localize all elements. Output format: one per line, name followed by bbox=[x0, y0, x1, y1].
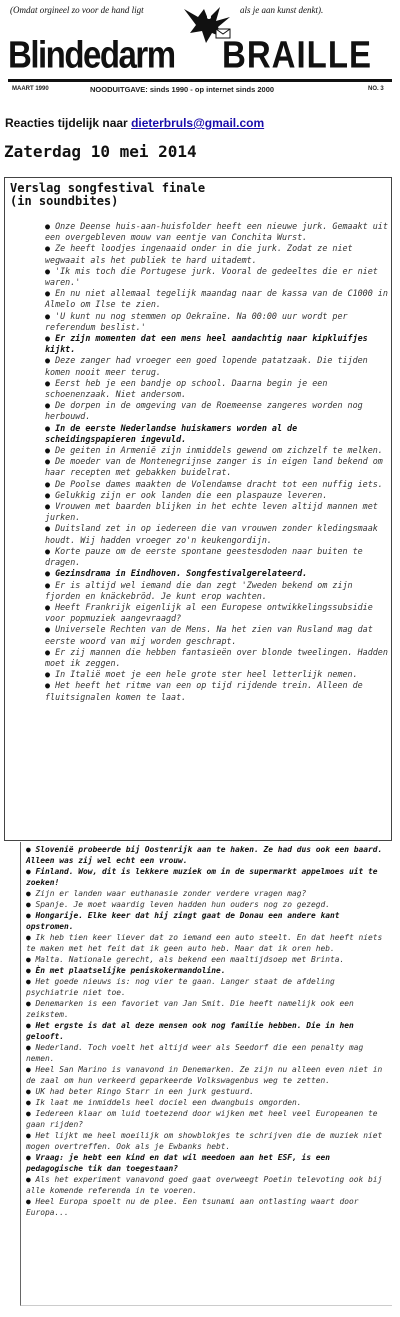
list-item-text: Slovenië probeerde bij Oostenrijk aan te haken. Ze had dus ook een baard. Alleen was zij wel echt een vrouw. bbox=[26, 845, 383, 865]
bullet-icon: ● bbox=[45, 489, 51, 500]
list-item-text: Iedereen klaar om luid toetezend door wijken met heel veel Europeanen te gaan rijden? bbox=[26, 1109, 378, 1129]
list-item bbox=[45, 288, 390, 310]
list-item-text: Èn met plaatselijke peniskokermandoline. bbox=[30, 966, 226, 975]
list-item bbox=[45, 311, 390, 333]
bullet-icon: ● bbox=[26, 889, 31, 898]
article-box bbox=[4, 177, 392, 841]
masthead-title-right: BRAILLE bbox=[222, 33, 372, 76]
list-item bbox=[45, 479, 390, 490]
list-item-text: Ze heeft loodjes ingenaaid onder in die jurk. Zodat ze niet wegwaait als het publiek te hard uitademt. bbox=[45, 243, 353, 265]
list-item bbox=[26, 965, 384, 976]
page-title: Zaterdag 10 mei 2014 bbox=[4, 142, 197, 161]
list-item bbox=[45, 523, 390, 545]
article-title bbox=[10, 182, 205, 208]
list-item bbox=[26, 910, 384, 932]
bullet-icon: ● bbox=[26, 1131, 31, 1140]
list-item bbox=[45, 243, 390, 265]
list-item bbox=[45, 669, 390, 680]
list-item bbox=[26, 1130, 384, 1152]
bullet-icon: ● bbox=[45, 377, 51, 388]
list-item bbox=[26, 1196, 384, 1218]
article-title-line: Verslag songfestival finale bbox=[10, 181, 206, 195]
list-item bbox=[45, 490, 390, 501]
bullet-icon: ● bbox=[26, 999, 31, 1008]
bullet-icon: ● bbox=[26, 1087, 31, 1096]
email-link[interactable]: dieterbruls@gmail.com bbox=[131, 116, 265, 130]
list-item-text: Malta. Nationale gerecht, als bekend een maaltijdsoep met Brinta. bbox=[30, 955, 345, 964]
bullet-icon: ● bbox=[26, 1043, 31, 1052]
bullet-icon: ● bbox=[45, 456, 51, 467]
masthead-tagline-left: (Omdat orgineel zo voor de hand ligt bbox=[10, 5, 144, 15]
list-item bbox=[26, 1174, 384, 1196]
list-item bbox=[26, 1152, 384, 1174]
list-item-text: Vraag: je hebt een kind en dat wil meedoen aan het ESF, is een pedagogische tik dan toegestaan? bbox=[26, 1153, 331, 1173]
reactions-line bbox=[5, 116, 264, 130]
masthead-divider bbox=[8, 79, 392, 82]
list-item bbox=[45, 680, 390, 702]
list-item-text: Vrouwen met baarden blijken in het echte leven altijd mannen met jurken. bbox=[45, 501, 378, 523]
bullet-icon: ● bbox=[26, 1109, 31, 1118]
list-item-text: Gelukkig zijn er ook landen die een plaspauze leveren. bbox=[50, 489, 328, 500]
list-item bbox=[26, 932, 384, 954]
bullet-icon: ● bbox=[26, 933, 31, 942]
list-item bbox=[45, 266, 390, 288]
bullet-icon: ● bbox=[26, 1065, 31, 1074]
bullet-icon: ● bbox=[45, 333, 51, 344]
bullet-icon: ● bbox=[45, 646, 51, 657]
list-item bbox=[45, 355, 390, 377]
bullet-icon: ● bbox=[45, 478, 51, 489]
list-item-text: Hongarije. Elke keer dat hij zingt gaat de Donau een andere kant opstromen. bbox=[26, 911, 340, 931]
bullet-icon: ● bbox=[45, 265, 51, 276]
list-item-text: Finland. Wow, dit is lekkere muziek om in de supermarkt appelmoes uit te zoeken! bbox=[26, 867, 378, 887]
bullet-icon: ● bbox=[45, 445, 51, 456]
bullet-icon: ● bbox=[26, 900, 31, 909]
list-item bbox=[45, 333, 390, 355]
list-item-text: De dorpen in de omgeving van de Roemeense zangeres worden nog herbouwd. bbox=[45, 400, 363, 422]
bullet-icon: ● bbox=[45, 355, 51, 366]
list-item-text: Als het experiment vanavond goed gaat overweegt Poetin televoting ook bij alle komende referenda in te voeren. bbox=[26, 1175, 383, 1195]
list-item-text: Heel San Marino is vanavond in Denemarken. Ze zijn nu alleen even niet in de zaal om hun verkeerd geparkeerde Volkswagenbus weg te zetten. bbox=[26, 1065, 383, 1085]
list-item bbox=[26, 998, 384, 1020]
list-item bbox=[45, 221, 390, 243]
list-item bbox=[26, 1042, 384, 1064]
list-item bbox=[45, 546, 390, 568]
list-item-text: 'U kunt nu nog stemmen op Oekraïne. Na 00:00 uur wordt per referendum beslist.' bbox=[45, 310, 348, 332]
masthead-date: MAART 1990 bbox=[12, 86, 49, 92]
list-item bbox=[45, 423, 390, 445]
bullet-icon: ● bbox=[45, 243, 51, 254]
article-subtitle-line: (in soundbites) bbox=[10, 194, 119, 208]
list-item-text: Eerst heb je een bandje op school. Daarna begin je een schoenenzaak. Niet andersom. bbox=[45, 377, 328, 400]
bullet-icon: ● bbox=[45, 310, 51, 321]
bullet-icon: ● bbox=[45, 680, 51, 691]
bullet-icon: ● bbox=[45, 501, 51, 512]
list-item-text: Het goede nieuws is: nog vier te gaan. Langer staat de afdeling psychiatrie niet toe. bbox=[26, 977, 335, 997]
list-item bbox=[45, 580, 390, 602]
bullet-icon: ● bbox=[26, 1098, 31, 1107]
bullet-icon: ● bbox=[26, 966, 31, 975]
list-item-text: Denemarken is een favoriet van Jan Smit. Die heeft namelijk ook een zeikstem. bbox=[26, 999, 354, 1019]
masthead-edition: NOODUITGAVE: sinds 1990 - op internet sinds 2000 bbox=[90, 85, 275, 94]
bullet-icon: ● bbox=[45, 545, 51, 556]
bullet-icon: ● bbox=[26, 911, 31, 920]
article-continuation bbox=[20, 842, 392, 1306]
list-item-text: In de eerste Nederlandse huiskamers worden al de scheidingspapieren ingevuld. bbox=[45, 422, 298, 444]
list-item-text: Er zij mannen die hebben fantasieën over blonde tweelingen. Hadden moet ik zeggen. bbox=[45, 646, 388, 668]
bullet-icon: ● bbox=[26, 845, 31, 854]
list-item-text: Korte pauze om de eerste spontane geestesdoden naar buiten te dragen. bbox=[45, 545, 363, 568]
list-item-text: De moeder van de Montenegrijnse zanger is in eigen land bekend om haar recepten met gebakken buidelrat. bbox=[45, 456, 383, 478]
list-item bbox=[26, 1086, 384, 1097]
masthead-tagline-right: als je aan kunst denkt). bbox=[240, 5, 324, 15]
list-item-text: Het lijkt me heel moeilijk om showblokjes te schrijven die de muziek niet mogen overtreffen. Ook als je Ewbanks hebt. bbox=[26, 1131, 383, 1151]
list-item-text: Het ergste is dat al deze mensen ook nog familie hebben. Die in hen gelooft. bbox=[26, 1021, 354, 1041]
list-item bbox=[45, 602, 390, 624]
bullet-icon: ● bbox=[45, 601, 51, 612]
list-item-text: Er is altijd wel iemand die dan zegt 'Zweden bekend om zijn fjorden en knäckebröd. Je kunt erop wachten. bbox=[45, 579, 353, 601]
list-item-text: 'Ik mis toch die Portugese jurk. Vooral de gedeeltes die er niet waren.' bbox=[45, 265, 378, 288]
list-item bbox=[45, 568, 390, 579]
list-item-text: Ik heb tien keer liever dat zo iemand een auto steelt. En dat heeft niets te maken met het feit dat ik geen auto heb. Maar dat ik oren heb. bbox=[26, 933, 383, 953]
list-item bbox=[26, 976, 384, 998]
masthead-title-left: Blindedarm bbox=[8, 33, 175, 76]
bullet-icon: ● bbox=[45, 422, 51, 433]
bullet-icon: ● bbox=[45, 288, 51, 299]
list-item-text: Heeft Frankrijk eigenlijk al een Europese ontwikkelingssubsidie voor popmuziek aangevraagd? bbox=[45, 601, 373, 624]
bullet-icon: ● bbox=[26, 1153, 31, 1162]
list-item bbox=[26, 1020, 384, 1042]
list-item-text: Er zijn momenten dat een mens heel aandachtig naar kipkluifjes kijkt. bbox=[45, 333, 368, 355]
bullet-icon: ● bbox=[45, 400, 51, 411]
list-item-text: In Italië moet je een hele grote ster heel letterlijk nemen. bbox=[50, 669, 358, 680]
list-item bbox=[26, 954, 384, 965]
reactions-label: Reacties tijdelijk naar bbox=[5, 116, 132, 130]
list-item bbox=[26, 899, 384, 910]
list-item-text: En nu niet allemaal tegelijk maandag naar de kassa van de C1000 in Almelo om Ilse te zien. bbox=[45, 288, 388, 310]
list-item-text: Nederland. Toch voelt het altijd weer als Seedorf die een penalty mag nemen. bbox=[26, 1043, 364, 1063]
list-item-text: Deze zanger had vroeger een goed lopende patatzaak. Die tijden komen nooit meer terug. bbox=[45, 355, 368, 377]
bullet-icon: ● bbox=[45, 568, 51, 579]
list-item bbox=[45, 378, 390, 400]
list-item-text: De geiten in Armenië zijn inmiddels gewend om zichzelf te melken. bbox=[50, 445, 383, 456]
bullet-icon: ● bbox=[45, 579, 51, 590]
bullet-icon: ● bbox=[26, 1021, 31, 1030]
list-item bbox=[26, 888, 384, 899]
list-item-text: Onze Deense huis-aan-huisfolder heeft een nieuwe jurk. Gemaakt uit een overgebleven mouw van eentje van Conchita Wurst. bbox=[45, 221, 388, 243]
bullet-icon: ● bbox=[26, 1197, 31, 1206]
soundbite-list-continued bbox=[26, 844, 384, 1218]
list-item bbox=[26, 844, 384, 866]
list-item bbox=[26, 1064, 384, 1086]
list-item bbox=[26, 1108, 384, 1130]
list-item bbox=[45, 456, 390, 478]
list-item-text: Ik laat me inmiddels heel dociel een dwangbuis omgorden. bbox=[30, 1098, 302, 1107]
soundbite-list bbox=[45, 221, 390, 703]
list-item-text: De Poolse dames maakten de Volendamse dracht tot een nuffig iets. bbox=[50, 478, 383, 489]
list-item bbox=[45, 624, 390, 646]
list-item bbox=[26, 866, 384, 888]
list-item-text: Gezinsdrama in Eindhoven. Songfestivalgerelateerd. bbox=[50, 568, 308, 579]
list-item-text: Duitsland zet in op iedereen die van vrouwen zonder kledingsmaak houdt. Wij hadden vroeger zo'n keukengordijn. bbox=[45, 523, 378, 545]
bullet-icon: ● bbox=[26, 867, 31, 876]
bullet-icon: ● bbox=[45, 523, 51, 534]
list-item-text: Spanje. Je moet waardig leven hadden hun ouders nog zo gezegd. bbox=[30, 900, 331, 909]
list-item-text: Het heeft het ritme van een op tijd rijdende trein. Alleen de fluitsignalen komen te laat. bbox=[45, 680, 363, 702]
list-item-text: Zijn er landen waar euthanasie zonder verdere vragen mag? bbox=[30, 889, 307, 898]
list-item bbox=[26, 1097, 384, 1108]
masthead bbox=[4, 3, 396, 103]
bullet-icon: ● bbox=[26, 1175, 31, 1184]
bullet-icon: ● bbox=[45, 624, 51, 635]
list-item bbox=[45, 445, 390, 456]
list-item-text: UK had beter Ringo Starr in een jurk gestuurd. bbox=[30, 1087, 255, 1096]
list-item bbox=[45, 647, 390, 669]
list-item bbox=[45, 400, 390, 422]
list-item-text: Heel Europa spoelt nu de plee. Een tsunami aan ontlasting waart door Europa... bbox=[26, 1197, 359, 1217]
masthead-number: NO. 3 bbox=[368, 86, 384, 92]
bullet-icon: ● bbox=[26, 977, 31, 986]
bullet-icon: ● bbox=[45, 221, 51, 231]
list-item-text: Universele Rechten van de Mens. Na het zien van Rusland mag dat eerste woord van mij worden geschrapt. bbox=[45, 624, 373, 646]
bullet-icon: ● bbox=[45, 669, 51, 680]
list-item bbox=[45, 501, 390, 523]
bullet-icon: ● bbox=[26, 955, 31, 964]
